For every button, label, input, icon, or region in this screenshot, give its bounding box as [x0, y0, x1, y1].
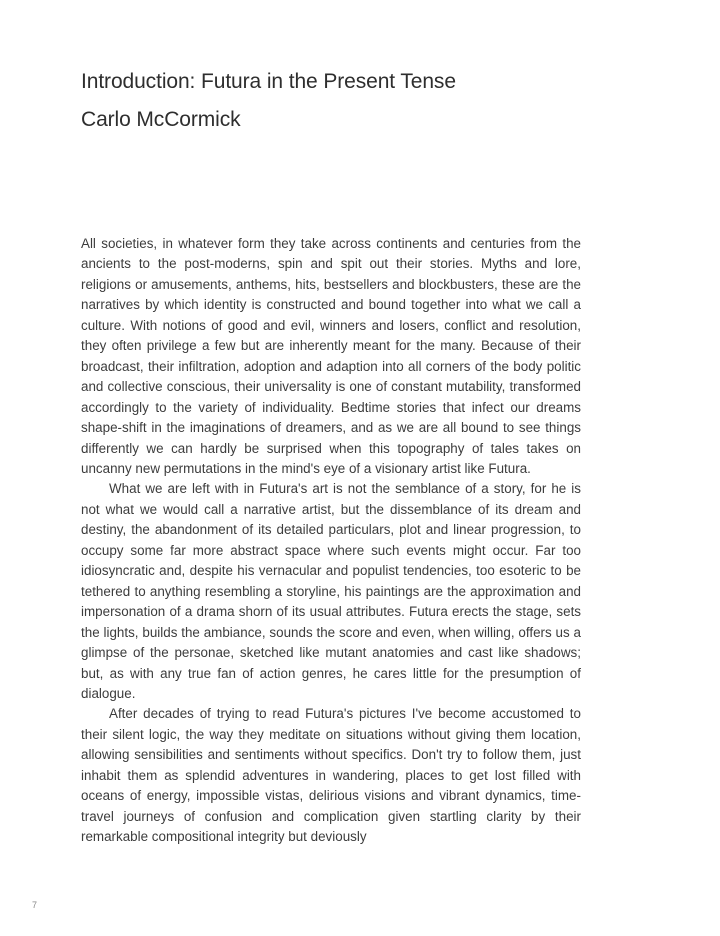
body-paragraph: What we are left with in Futura's art is not the semblance of a story, for he is not what we would call a narrative artist, but the dissemblance of its dream and destiny, the abandonment of its detailed particulars, plot and linear progression, to occupy some far more abstract space where such events might occur. Far too idiosyncratic and, despite his vernacular and populist tendencies, too esoteric to be tethered to anything resembling a storyline, his paintings are the approximation and impersonation of a drama shorn of its usual attributes. Futura erects the stage, sets the lights, builds the ambiance, sounds the score and even, when willing, offers us a glimpse of the personae, sketched like mutant anatomies and cast like shadows; but, as with any true fan of action genres, he cares little for the presumption of dialogue.: [81, 481, 581, 701]
body-paragraph: After decades of trying to read Futura's pictures I've become accustomed to their silent logic, the way they meditate on situations without giving them location, allowing sensibilities and sentiments without specifics. Don't try to follow them, just inhabit them as splendid adventures in wandering, places to get lost filled with oceans of energy, impossible vistas, delirious visions and vibrant dynamics, time-travel journeys of confusion and complication given startling clarity by their remarkable compositional integrity but deviously: [81, 706, 581, 845]
author-name: Carlo McCormick: [81, 108, 241, 131]
body-paragraph: All societies, in whatever form they take across continents and centuries from the ancients to the post-moderns, spin and spit out their stories. Myths and lore, religions or amusements, anthems, hits, bestsellers and blockbusters, these are the narratives by which identity is constructed and bound together into what we call a culture. With notions of good and evil, winners and losers, conflict and resolution, they often privilege a few but are inherently meant for the many. Because of their broadcast, their infiltration, adoption and adaption into all corners of the body politic and collective conscious, their universality is one of constant mutability, transformed accordingly to the variety of individuality. Bedtime stories that infect our dreams shape-shift in the imaginations of dreamers, and as we are all bound to see things differently we can hardly be surprised when this topography of tales takes on uncanny new permutations in the mind's eye of a visionary artist like Futura.: [81, 236, 581, 476]
page-number: 7: [32, 900, 38, 910]
heading-block: [81, 63, 601, 139]
body-text-block: [81, 234, 581, 848]
page-title: Introduction: Futura in the Present Tense: [81, 70, 456, 93]
